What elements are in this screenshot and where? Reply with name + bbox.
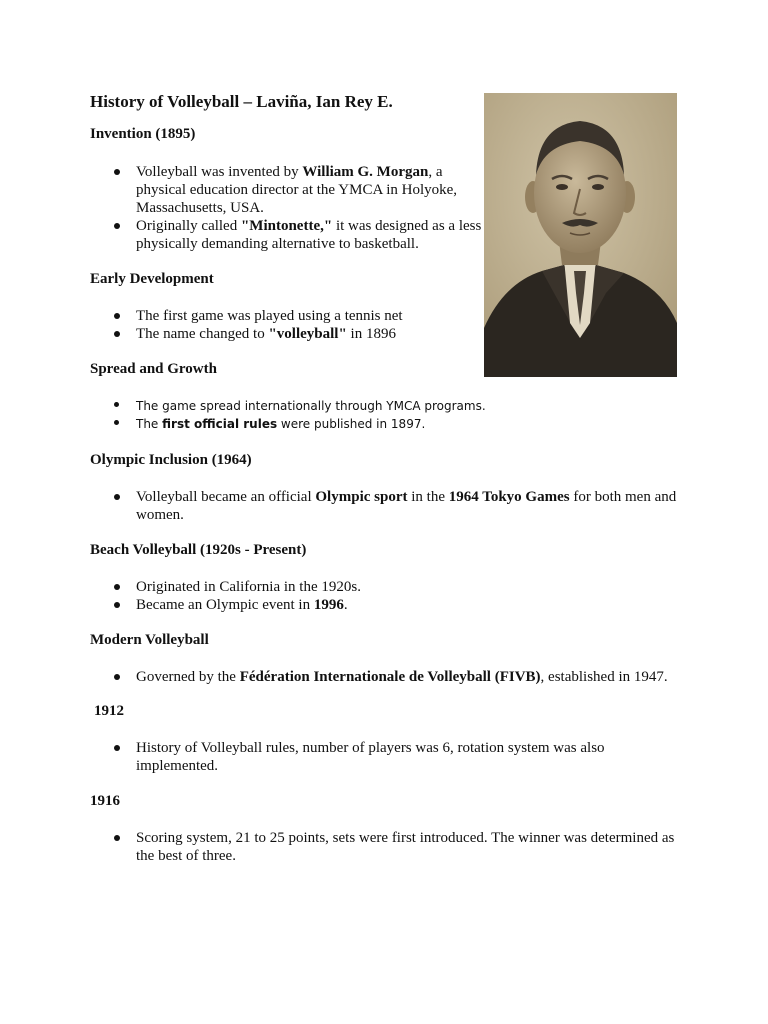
bullet-list [90,397,510,433]
bullet-list [90,163,490,253]
list-item: The first official rules were published in 1897. [90,415,510,433]
list-item: Volleyball became an official Olympic sport in the 1964 Tokyo Games for both men and women. [90,488,680,524]
section-heading: Early Development [90,271,214,287]
section-heading: Invention (1895) [90,126,196,142]
bullet-list [90,739,650,775]
list-item: Volleyball was invented by William G. Morgan, a physical education director at the YMCA in Holyoke, Massachusetts, USA. [90,163,490,217]
list-item: The first game was played using a tennis net [90,307,490,325]
bullet-list [90,578,680,614]
bullet-list [90,307,490,343]
list-item: Originated in California in the 1920s. [90,578,680,596]
bullet-list [90,829,684,865]
list-item: Became an Olympic event in 1996. [90,596,680,614]
list-item: The game spread internationally through YMCA programs. [90,397,510,415]
portrait-photo [484,93,677,377]
list-item: Scoring system, 21 to 25 points, sets were first introduced. The winner was determined as the best of three. [90,829,684,865]
section-heading: 1912 [94,703,124,719]
list-item: History of Volleyball rules, number of players was 6, rotation system was also implemented. [90,739,650,775]
section-heading: 1916 [90,793,120,809]
section-heading: Spread and Growth [90,361,217,377]
bullet-list [90,488,680,524]
document-title: History of Volleyball – Laviña, Ian Rey E. [90,92,393,111]
section-heading: Olympic Inclusion (1964) [90,452,252,468]
portrait-photo-icon [484,93,677,377]
section-heading: Modern Volleyball [90,632,209,648]
list-item: Governed by the Fédération Internationale de Volleyball (FIVB), established in 1947. [90,668,690,686]
list-item: Originally called "Mintonette," it was designed as a less physically demanding alternative to basketball. [90,217,490,253]
list-item: The name changed to "volleyball" in 1896 [90,325,490,343]
bullet-list [90,668,690,686]
section-heading: Beach Volleyball (1920s - Present) [90,542,307,558]
